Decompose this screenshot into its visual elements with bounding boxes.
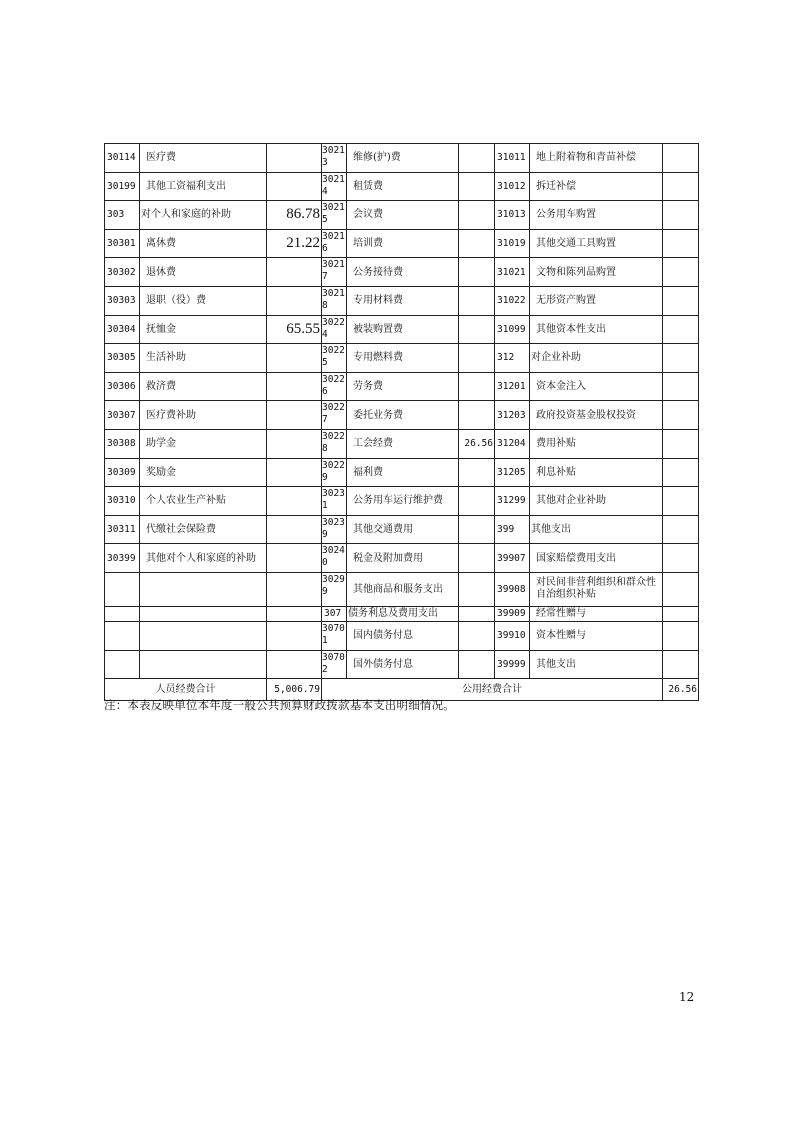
item-name-cell: 生活补助: [140, 344, 267, 373]
amount-cell: [663, 429, 699, 458]
table-row: [105, 286, 699, 315]
economic-code-cell: 39909: [495, 606, 530, 621]
item-name-cell: 国外债务付息: [347, 650, 459, 679]
amount-cell: [459, 172, 495, 201]
amount-cell: [663, 487, 699, 516]
amount-cell: [459, 544, 495, 573]
table-row: [105, 544, 699, 573]
amount-cell: [267, 458, 322, 487]
item-name-cell: 会议费: [347, 201, 459, 230]
amount-cell: [663, 572, 699, 606]
table-row: [105, 201, 699, 230]
item-name-cell: 被装购置费: [347, 315, 459, 344]
amount-cell: [663, 650, 699, 679]
economic-code-cell: 30311: [105, 515, 140, 544]
economic-code-cell: 30224: [322, 315, 347, 344]
amount-cell: [459, 572, 495, 606]
amount-cell: [267, 606, 322, 621]
amount-cell: [663, 201, 699, 230]
amount-cell: [459, 315, 495, 344]
item-name-cell: 资本性赠与: [530, 621, 663, 650]
table-row: [105, 458, 699, 487]
item-name-cell: 专用燃料费: [347, 344, 459, 373]
amount-cell: [267, 572, 322, 606]
amount-cell: 21.22: [267, 229, 322, 258]
amount-cell: [267, 544, 322, 573]
amount-cell: [663, 144, 699, 173]
amount-cell: [267, 344, 322, 373]
amount-cell: [459, 286, 495, 315]
item-name-cell: [140, 572, 267, 606]
amount-cell: [663, 401, 699, 430]
economic-code-cell: 30229: [322, 458, 347, 487]
item-name-cell: 债务利息及费用支出: [347, 606, 459, 621]
item-name-cell: 国家赔偿费用支出: [530, 544, 663, 573]
item-name-cell: 工会经费: [347, 429, 459, 458]
economic-code-cell: 30240: [322, 544, 347, 573]
table-row: [105, 372, 699, 401]
item-name-cell: 资本金注入: [530, 372, 663, 401]
economic-code-cell: 30308: [105, 429, 140, 458]
economic-code-cell: 30301: [105, 229, 140, 258]
economic-code-cell: 30305: [105, 344, 140, 373]
amount-cell: 65.55: [267, 315, 322, 344]
amount-cell: [267, 372, 322, 401]
amount-cell: [267, 515, 322, 544]
item-name-cell: 地上附着物和青苗补偿: [530, 144, 663, 173]
item-name-cell: 退休费: [140, 258, 267, 287]
amount-cell: [459, 372, 495, 401]
amount-cell: [267, 429, 322, 458]
table-row: [105, 487, 699, 516]
economic-code-cell: 30228: [322, 429, 347, 458]
item-name-cell: 专用材料费: [347, 286, 459, 315]
economic-code-cell: 399: [495, 515, 530, 544]
item-name-cell: 维修(护)费: [347, 144, 459, 173]
item-name-cell: 文物和陈列品购置: [530, 258, 663, 287]
amount-cell: [267, 172, 322, 201]
economic-code-cell: 31011: [495, 144, 530, 173]
item-name-cell: 政府投资基金股权投资: [530, 401, 663, 430]
economic-code-cell: 30218: [322, 286, 347, 315]
amount-cell: [459, 229, 495, 258]
economic-code-cell: 30217: [322, 258, 347, 287]
item-name-cell: [140, 650, 267, 679]
item-name-cell: 公务用车运行维护费: [347, 487, 459, 516]
table-row: [105, 429, 699, 458]
item-name-cell: 公务接待费: [347, 258, 459, 287]
table-row: [105, 515, 699, 544]
table-row: [105, 344, 699, 373]
amount-cell: [459, 258, 495, 287]
amount-cell: [267, 650, 322, 679]
economic-code-cell: 312: [495, 344, 530, 373]
amount-cell: 26.56: [459, 429, 495, 458]
item-name-cell: 劳务费: [347, 372, 459, 401]
amount-cell: [459, 515, 495, 544]
table-row: [105, 621, 699, 650]
item-name-cell: 奖励金: [140, 458, 267, 487]
amount-cell: [663, 258, 699, 287]
economic-code-cell: 39908: [495, 572, 530, 606]
item-name-cell: 国内债务付息: [347, 621, 459, 650]
amount-cell: [663, 315, 699, 344]
table-row: [105, 144, 699, 173]
personnel-total-label: 人员经费合计: [105, 679, 267, 701]
economic-code-cell: 30304: [105, 315, 140, 344]
economic-code-cell: 30299: [322, 572, 347, 606]
economic-code-cell: 30215: [322, 201, 347, 230]
table-row: [105, 572, 699, 606]
item-name-cell: 其他交通工具购置: [530, 229, 663, 258]
item-name-cell: 其他商品和服务支出: [347, 572, 459, 606]
economic-code-cell: [105, 606, 140, 621]
economic-code-cell: 30231: [322, 487, 347, 516]
economic-code-cell: 39907: [495, 544, 530, 573]
amount-cell: [663, 286, 699, 315]
economic-code-cell: 303: [105, 201, 140, 230]
item-name-cell: 对民间非营利组织和群众性自治组织补贴: [530, 572, 663, 606]
economic-code-cell: 30225: [322, 344, 347, 373]
economic-code-cell: 30213: [322, 144, 347, 173]
amount-cell: [459, 458, 495, 487]
item-name-cell: 租赁费: [347, 172, 459, 201]
economic-code-cell: 30309: [105, 458, 140, 487]
economic-code-cell: 31099: [495, 315, 530, 344]
amount-cell: [663, 458, 699, 487]
item-name-cell: 其他对个人和家庭的补助: [140, 544, 267, 573]
table-row: [105, 315, 699, 344]
economic-code-cell: 31019: [495, 229, 530, 258]
economic-code-cell: [105, 572, 140, 606]
table-footnote: 注：本表反映单位本年度一般公共预算财政拨款基本支出明细情况。: [104, 698, 455, 712]
economic-code-cell: 30302: [105, 258, 140, 287]
amount-cell: [663, 544, 699, 573]
economic-code-cell: 30310: [105, 487, 140, 516]
item-name-cell: 其他工资福利支出: [140, 172, 267, 201]
table-row: [105, 258, 699, 287]
amount-cell: [459, 344, 495, 373]
amount-cell: [459, 487, 495, 516]
amount-cell: [663, 344, 699, 373]
amount-cell: [663, 621, 699, 650]
item-name-cell: 培训费: [347, 229, 459, 258]
item-name-cell: 个人农业生产补贴: [140, 487, 267, 516]
economic-code-cell: 31204: [495, 429, 530, 458]
economic-code-cell: [105, 621, 140, 650]
public-total-value: 26.56: [663, 679, 699, 701]
amount-cell: [267, 621, 322, 650]
expenditure-detail-table: [104, 143, 699, 701]
amount-cell: [459, 144, 495, 173]
amount-cell: [663, 229, 699, 258]
economic-code-cell: 31205: [495, 458, 530, 487]
item-name-cell: 拆迁补偿: [530, 172, 663, 201]
item-name-cell: 费用补贴: [530, 429, 663, 458]
economic-code-cell: 31201: [495, 372, 530, 401]
item-name-cell: 利息补贴: [530, 458, 663, 487]
item-name-cell: [140, 606, 267, 621]
item-name-cell: 助学金: [140, 429, 267, 458]
economic-code-cell: 39999: [495, 650, 530, 679]
table-row: [105, 401, 699, 430]
amount-cell: [267, 286, 322, 315]
economic-code-cell: 30701: [322, 621, 347, 650]
economic-code-cell: 307: [322, 606, 347, 621]
economic-code-cell: 30307: [105, 401, 140, 430]
amount-cell: [267, 401, 322, 430]
amount-cell: [267, 258, 322, 287]
item-name-cell: 其他支出: [530, 515, 663, 544]
amount-cell: [267, 487, 322, 516]
economic-code-cell: 30216: [322, 229, 347, 258]
item-name-cell: 医疗费补助: [140, 401, 267, 430]
amount-cell: [267, 144, 322, 173]
personnel-total-value: 5,006.79: [267, 679, 322, 701]
economic-code-cell: 31299: [495, 487, 530, 516]
amount-cell: [663, 606, 699, 621]
amount-cell: [459, 401, 495, 430]
economic-code-cell: 30702: [322, 650, 347, 679]
item-name-cell: 其他支出: [530, 650, 663, 679]
economic-code-cell: 30303: [105, 286, 140, 315]
economic-code-cell: 30399: [105, 544, 140, 573]
economic-code-cell: 31013: [495, 201, 530, 230]
item-name-cell: 医疗费: [140, 144, 267, 173]
economic-code-cell: 30227: [322, 401, 347, 430]
amount-cell: [663, 372, 699, 401]
economic-code-cell: 31203: [495, 401, 530, 430]
economic-code-cell: 39910: [495, 621, 530, 650]
public-total-label: 公用经费合计: [322, 679, 663, 701]
item-name-cell: 救济费: [140, 372, 267, 401]
table-row: [105, 229, 699, 258]
economic-code-cell: 30239: [322, 515, 347, 544]
amount-cell: [663, 515, 699, 544]
table-row: [105, 172, 699, 201]
economic-code-cell: 30114: [105, 144, 140, 173]
economic-code-cell: 30214: [322, 172, 347, 201]
amount-cell: [459, 621, 495, 650]
economic-code-cell: [105, 650, 140, 679]
item-name-cell: 抚恤金: [140, 315, 267, 344]
table-row: [105, 650, 699, 679]
amount-cell: [663, 172, 699, 201]
item-name-cell: 福利费: [347, 458, 459, 487]
economic-code-cell: 30226: [322, 372, 347, 401]
item-name-cell: 离休费: [140, 229, 267, 258]
item-name-cell: 其他资本性支出: [530, 315, 663, 344]
economic-code-cell: 30199: [105, 172, 140, 201]
item-name-cell: 公务用车购置: [530, 201, 663, 230]
item-name-cell: 其他交通费用: [347, 515, 459, 544]
amount-cell: [459, 606, 495, 621]
item-name-cell: 对个人和家庭的补助: [140, 201, 267, 230]
amount-cell: [459, 650, 495, 679]
item-name-cell: 对企业补助: [530, 344, 663, 373]
amount-cell: [459, 201, 495, 230]
economic-code-cell: 31021: [495, 258, 530, 287]
economic-code-cell: 30306: [105, 372, 140, 401]
item-name-cell: 经常性赠与: [530, 606, 663, 621]
page-number: 12: [679, 990, 695, 1004]
item-name-cell: 委托业务费: [347, 401, 459, 430]
amount-cell: 86.78: [267, 201, 322, 230]
table-row: [105, 606, 699, 621]
economic-code-cell: 31012: [495, 172, 530, 201]
item-name-cell: 税金及附加费用: [347, 544, 459, 573]
item-name-cell: 其他对企业补助: [530, 487, 663, 516]
economic-code-cell: 31022: [495, 286, 530, 315]
item-name-cell: 代缴社会保险费: [140, 515, 267, 544]
table-body: [105, 144, 699, 679]
item-name-cell: 退职（役）费: [140, 286, 267, 315]
item-name-cell: [140, 621, 267, 650]
item-name-cell: 无形资产购置: [530, 286, 663, 315]
